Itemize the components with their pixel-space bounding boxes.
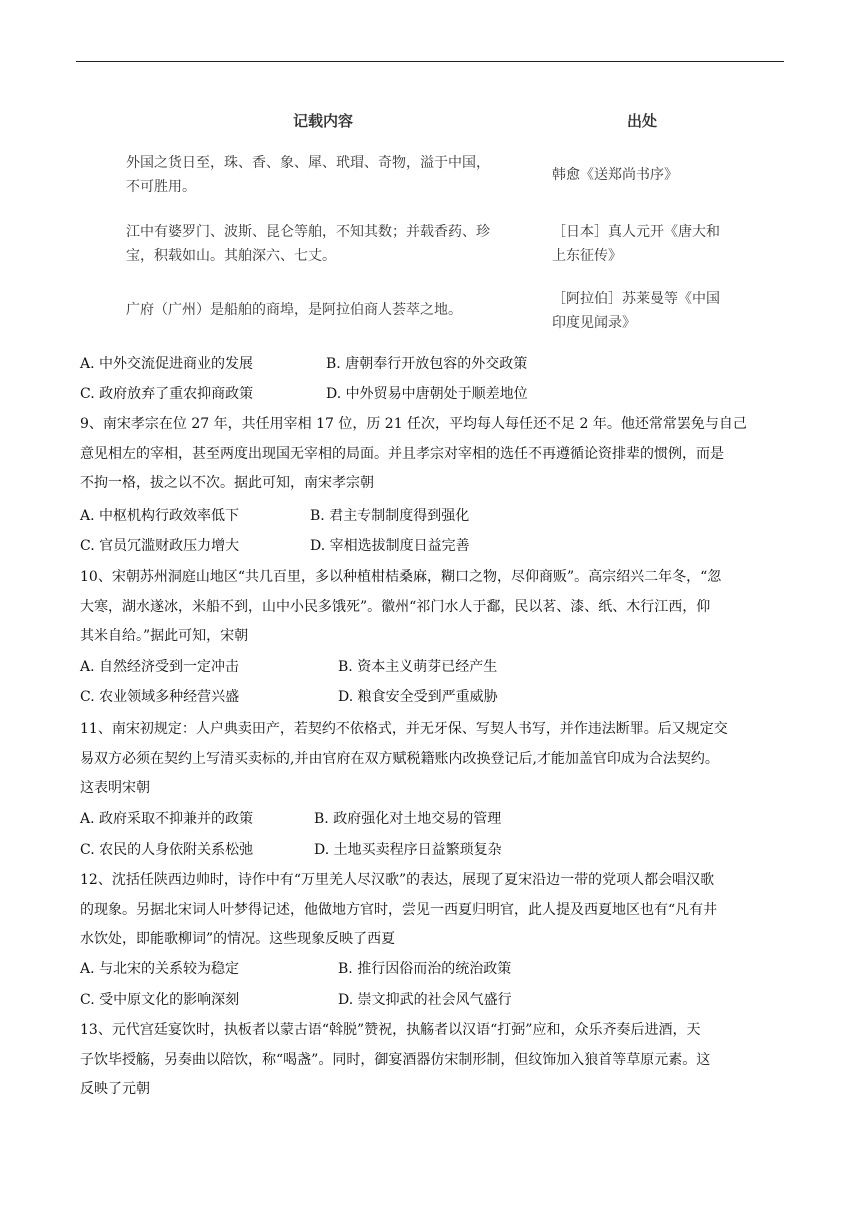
q12-options-row-1 — [80, 956, 780, 982]
q12-option-d[interactable]: D. 崇文抑武的社会风气盛行 — [338, 992, 512, 1008]
q11-stem-line: 11、南宋初规定：人户典卖田产，若契约不依格式，并无牙保、写契人书写，并作违法断罪。后又规定交 — [80, 721, 728, 737]
q10-stem — [80, 563, 784, 652]
q13-stem-line: 反映了元朝 — [80, 1081, 150, 1097]
q10-stem-line: 其米自给。”据此可知，宋朝 — [80, 628, 249, 644]
q10-stem-line: 10、宋朝苏州洞庭山地区“共几百里，多以种植柑桔桑麻，糊口之物，尽仰商贩”。高宗绍兴二年冬，“忽 — [80, 569, 722, 585]
q12-option-a[interactable]: A. 与北宋的关系较为稳定 — [80, 961, 240, 977]
q11-option-d[interactable]: D. 土地买卖程序日益繁琐复杂 — [314, 842, 502, 858]
q10-option-d[interactable]: D. 粮食安全受到严重威胁 — [338, 689, 498, 705]
q11-stem — [80, 715, 784, 804]
q11-stem-line: 这表明宋朝 — [80, 780, 150, 796]
q8-option-a[interactable]: A. 中外交流促进商业的发展 — [80, 356, 254, 372]
q12-stem-line: 的现象。另据北宋词人叶梦得记述，他做地方官时，尝见一西夏归明官，此人提及西夏地区也有“凡有井 — [80, 901, 718, 918]
q8-option-c[interactable]: C. 政府放弃了重农抑商政策 — [80, 386, 254, 402]
table-row-2-content-line-2: 宝，积载如山。其舶深六、七丈。 — [126, 248, 336, 264]
q8-option-d[interactable]: D. 中外贸易中唐朝处于顺差地位 — [326, 386, 528, 402]
q9-stem-line: 不拘一格，拔之以不次。据此可知，南宋孝宗朝 — [80, 475, 374, 491]
q11-options-row-2 — [80, 837, 780, 863]
q12-stem — [80, 866, 784, 955]
q11-options-row-1 — [80, 806, 780, 832]
q11-stem-line: 易双方必须在契约上写清买卖标的,并由官府在双方赋税籍账内改换登记后,才能加盖官印成为合法契约。 — [80, 750, 719, 767]
table-row-1-content-line-1: 外国之货日至，珠、香、象、犀、玳瑁、奇物，溢于中国， — [126, 155, 490, 171]
q9-stem-line: 意见相左的宰相，甚至两度出现国无宰相的局面。并且孝宗对宰相的选任不再遵循论资排辈的惯例，而是 — [80, 445, 724, 462]
q10-options-row-1 — [80, 654, 780, 680]
table-header-content: 记载内容 — [293, 112, 354, 130]
q9-options-row-1 — [80, 503, 780, 529]
q11-option-a[interactable]: A. 政府采取不抑兼并的政策 — [80, 811, 254, 827]
q10-option-a[interactable]: A. 自然经济受到一定冲击 — [80, 659, 240, 675]
q8-options-row-1 — [80, 351, 780, 377]
table-row-3-source-line-1: ［阿拉伯］苏莱曼等《中国 — [552, 291, 720, 307]
table-row-1-content-line-2: 不可胜用。 — [126, 179, 196, 195]
q10-option-c[interactable]: C. 农业领域多种经营兴盛 — [80, 689, 240, 705]
q12-options-row-2 — [80, 987, 780, 1013]
q13-stem-line: 子饮毕授觞，另奏曲以陪饮，称“喝盏”。同时，御宴酒器仿宋制形制，但纹饰加入狼首等草原元素。这 — [80, 1051, 711, 1068]
table-header-source: 出处 — [627, 112, 658, 130]
q8-option-b[interactable]: B. 唐朝奉行开放包容的外交政策 — [326, 356, 528, 372]
q9-stem — [80, 410, 784, 499]
q12-stem-line: 水饮处，即能歌柳词”的情况。这些现象反映了西夏 — [80, 931, 396, 947]
q9-option-d[interactable]: D. 宰相选拔制度日益完善 — [310, 538, 470, 554]
table-row-2-source-line-2: 上东征传》 — [552, 248, 622, 264]
q12-option-b[interactable]: B. 推行因俗而治的统治政策 — [338, 961, 512, 977]
table-row-3-content: 广府（广州）是船舶的商埠，是阿拉伯商人荟萃之地。 — [126, 302, 462, 318]
q13-stem-line: 13、元代宫廷宴饮时，执板者以蒙古语“斡脱”赞祝，执觞者以汉语“打弼”应和，众乐齐奏后进酒，天 — [80, 1022, 701, 1038]
q10-options-row-2 — [80, 684, 780, 710]
source-table — [0, 0, 860, 340]
table-row-2-source-line-1: ［日本］真人元开《唐大和 — [552, 224, 720, 240]
q10-option-b[interactable]: B. 资本主义萌芽已经产生 — [338, 659, 498, 675]
q11-option-c[interactable]: C. 农民的人身依附关系松弛 — [80, 842, 254, 858]
table-row-1-source: 韩愈《送郑尚书序》 — [552, 167, 678, 183]
q11-option-b[interactable]: B. 政府强化对土地交易的管理 — [314, 811, 502, 827]
q9-option-c[interactable]: C. 官员冗滥财政压力增大 — [80, 538, 240, 554]
q10-stem-line: 大寒，湖水遂冰，米船不到，山中小民多饿死”。徽州“祁门水人于鄱，民以茗、漆、纸、木行江西，仰 — [80, 598, 711, 615]
q12-stem-line: 12、沈括任陕西边帅时，诗作中有“万里羌人尽汉歌”的表达，展现了夏宋沿边一带的党项人都会唱汉歌 — [80, 872, 715, 888]
q9-option-b[interactable]: B. 君主专制制度得到强化 — [310, 508, 470, 524]
q9-stem-line: 9、南宋孝宗在位 27 年，共任用宰相 17 位，历 21 任次，平均每人每任还不足 2 年。他还常常罢免与自己 — [80, 416, 747, 432]
q9-option-a[interactable]: A. 中枢机构行政效率低下 — [80, 508, 240, 524]
table-row-3-source-line-2: 印度见闻录》 — [552, 315, 636, 331]
q12-option-c[interactable]: C. 受中原文化的影响深刻 — [80, 992, 240, 1008]
table-row-2-content-line-1: 江中有婆罗门、波斯、昆仑等舶，不知其数；并载香药、珍 — [126, 224, 490, 240]
q13-stem — [80, 1016, 784, 1105]
q8-options-row-2 — [80, 381, 780, 407]
q9-options-row-2 — [80, 533, 780, 559]
